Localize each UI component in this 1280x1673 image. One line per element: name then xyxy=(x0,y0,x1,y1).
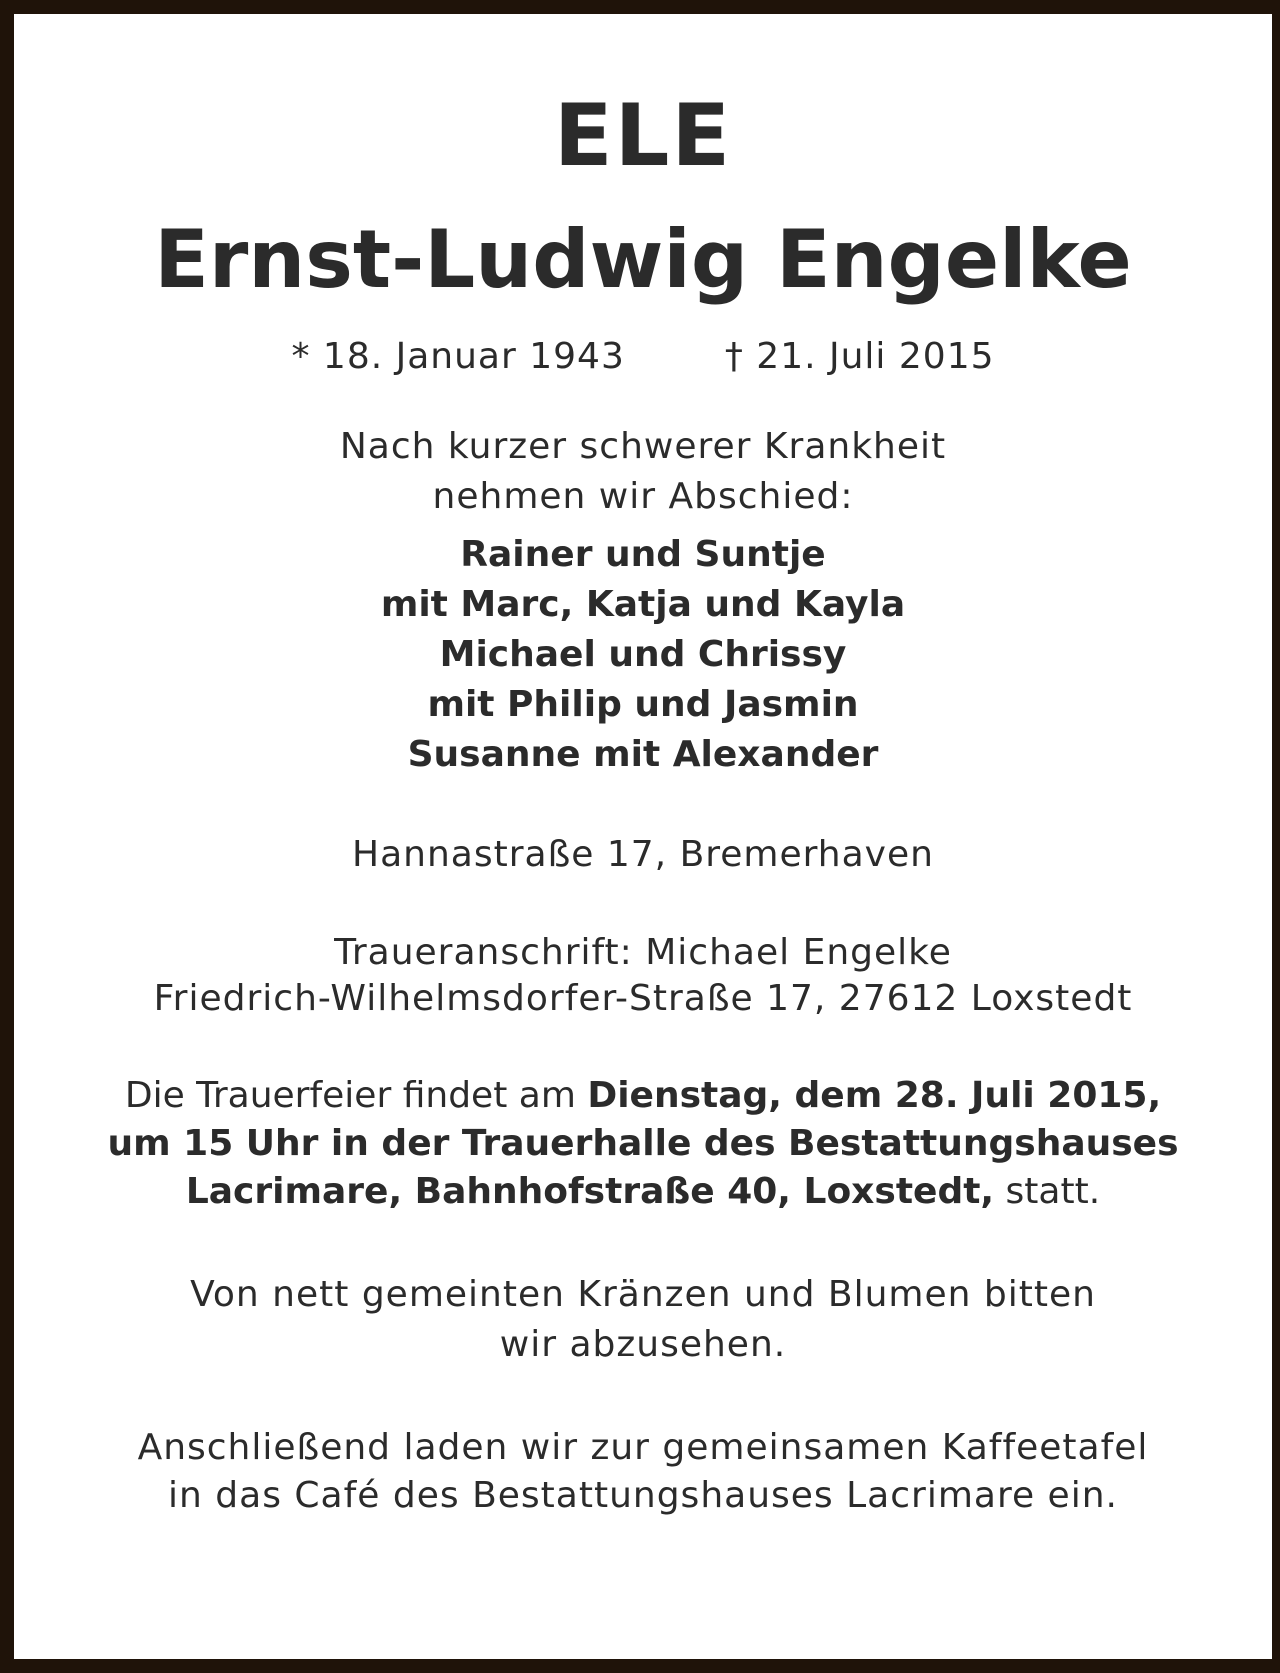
family-line: Michael und Chrissy xyxy=(439,634,847,675)
mourning-address-line: Traueranschrift: Michael Engelke xyxy=(334,932,952,973)
full-name-heading: Ernst-Ludwig Engelke xyxy=(154,213,1132,306)
funeral-time-place: um 15 Uhr in der Trauerhalle des Bestattungshauses xyxy=(107,1123,1179,1164)
funeral-prefix: Die Trauerfeier findet am xyxy=(124,1075,588,1116)
home-address: Hannastraße 17, Bremerhaven xyxy=(352,834,934,875)
birth-date: * 18. Januar 1943 xyxy=(291,336,625,377)
funeral-date: Dienstag, dem 28. Juli 2015, xyxy=(587,1075,1162,1116)
intro-line: nehmen wir Abschied: xyxy=(432,476,854,517)
flowers-request xyxy=(14,1270,1272,1370)
nickname-heading: ELE xyxy=(553,86,733,186)
funeral-suffix: statt. xyxy=(994,1171,1101,1212)
flowers-line: wir abzusehen. xyxy=(499,1324,787,1365)
intro-line: Nach kurzer schwerer Krankheit xyxy=(339,426,947,467)
funeral-line-1 xyxy=(14,1072,1272,1120)
family-line: mit Philip und Jasmin xyxy=(427,684,859,725)
family-line: Rainer und Suntje xyxy=(460,534,826,575)
coffee-line: Anschließend laden wir zur gemeinsamen Kaffeetafel xyxy=(137,1427,1149,1468)
death-date: † 21. Juli 2015 xyxy=(724,336,995,377)
funeral-address: Lacrimare, Bahnhofstraße 40, Loxstedt, xyxy=(185,1171,995,1212)
family-line: mit Marc, Katja und Kayla xyxy=(380,584,906,625)
funeral-line-3 xyxy=(14,1168,1272,1216)
mourning-address-line: Friedrich-Wilhelmsdorfer-Straße 17, 27612 Loxstedt xyxy=(153,978,1133,1019)
flowers-line: Von nett gemeinten Kränzen und Blumen bitten xyxy=(190,1274,1096,1315)
obituary-notice xyxy=(14,14,1272,1520)
coffee-line: in das Café des Bestattungshauses Lacrimare ein. xyxy=(168,1475,1118,1516)
family-line: Susanne mit Alexander xyxy=(407,734,879,775)
farewell-intro xyxy=(14,422,1272,522)
coffee-invitation xyxy=(14,1424,1272,1520)
funeral-info xyxy=(14,1072,1272,1216)
life-dates xyxy=(14,332,1272,382)
family-list xyxy=(14,530,1272,780)
mourning-address xyxy=(14,930,1272,1022)
funeral-line-2 xyxy=(14,1120,1272,1168)
